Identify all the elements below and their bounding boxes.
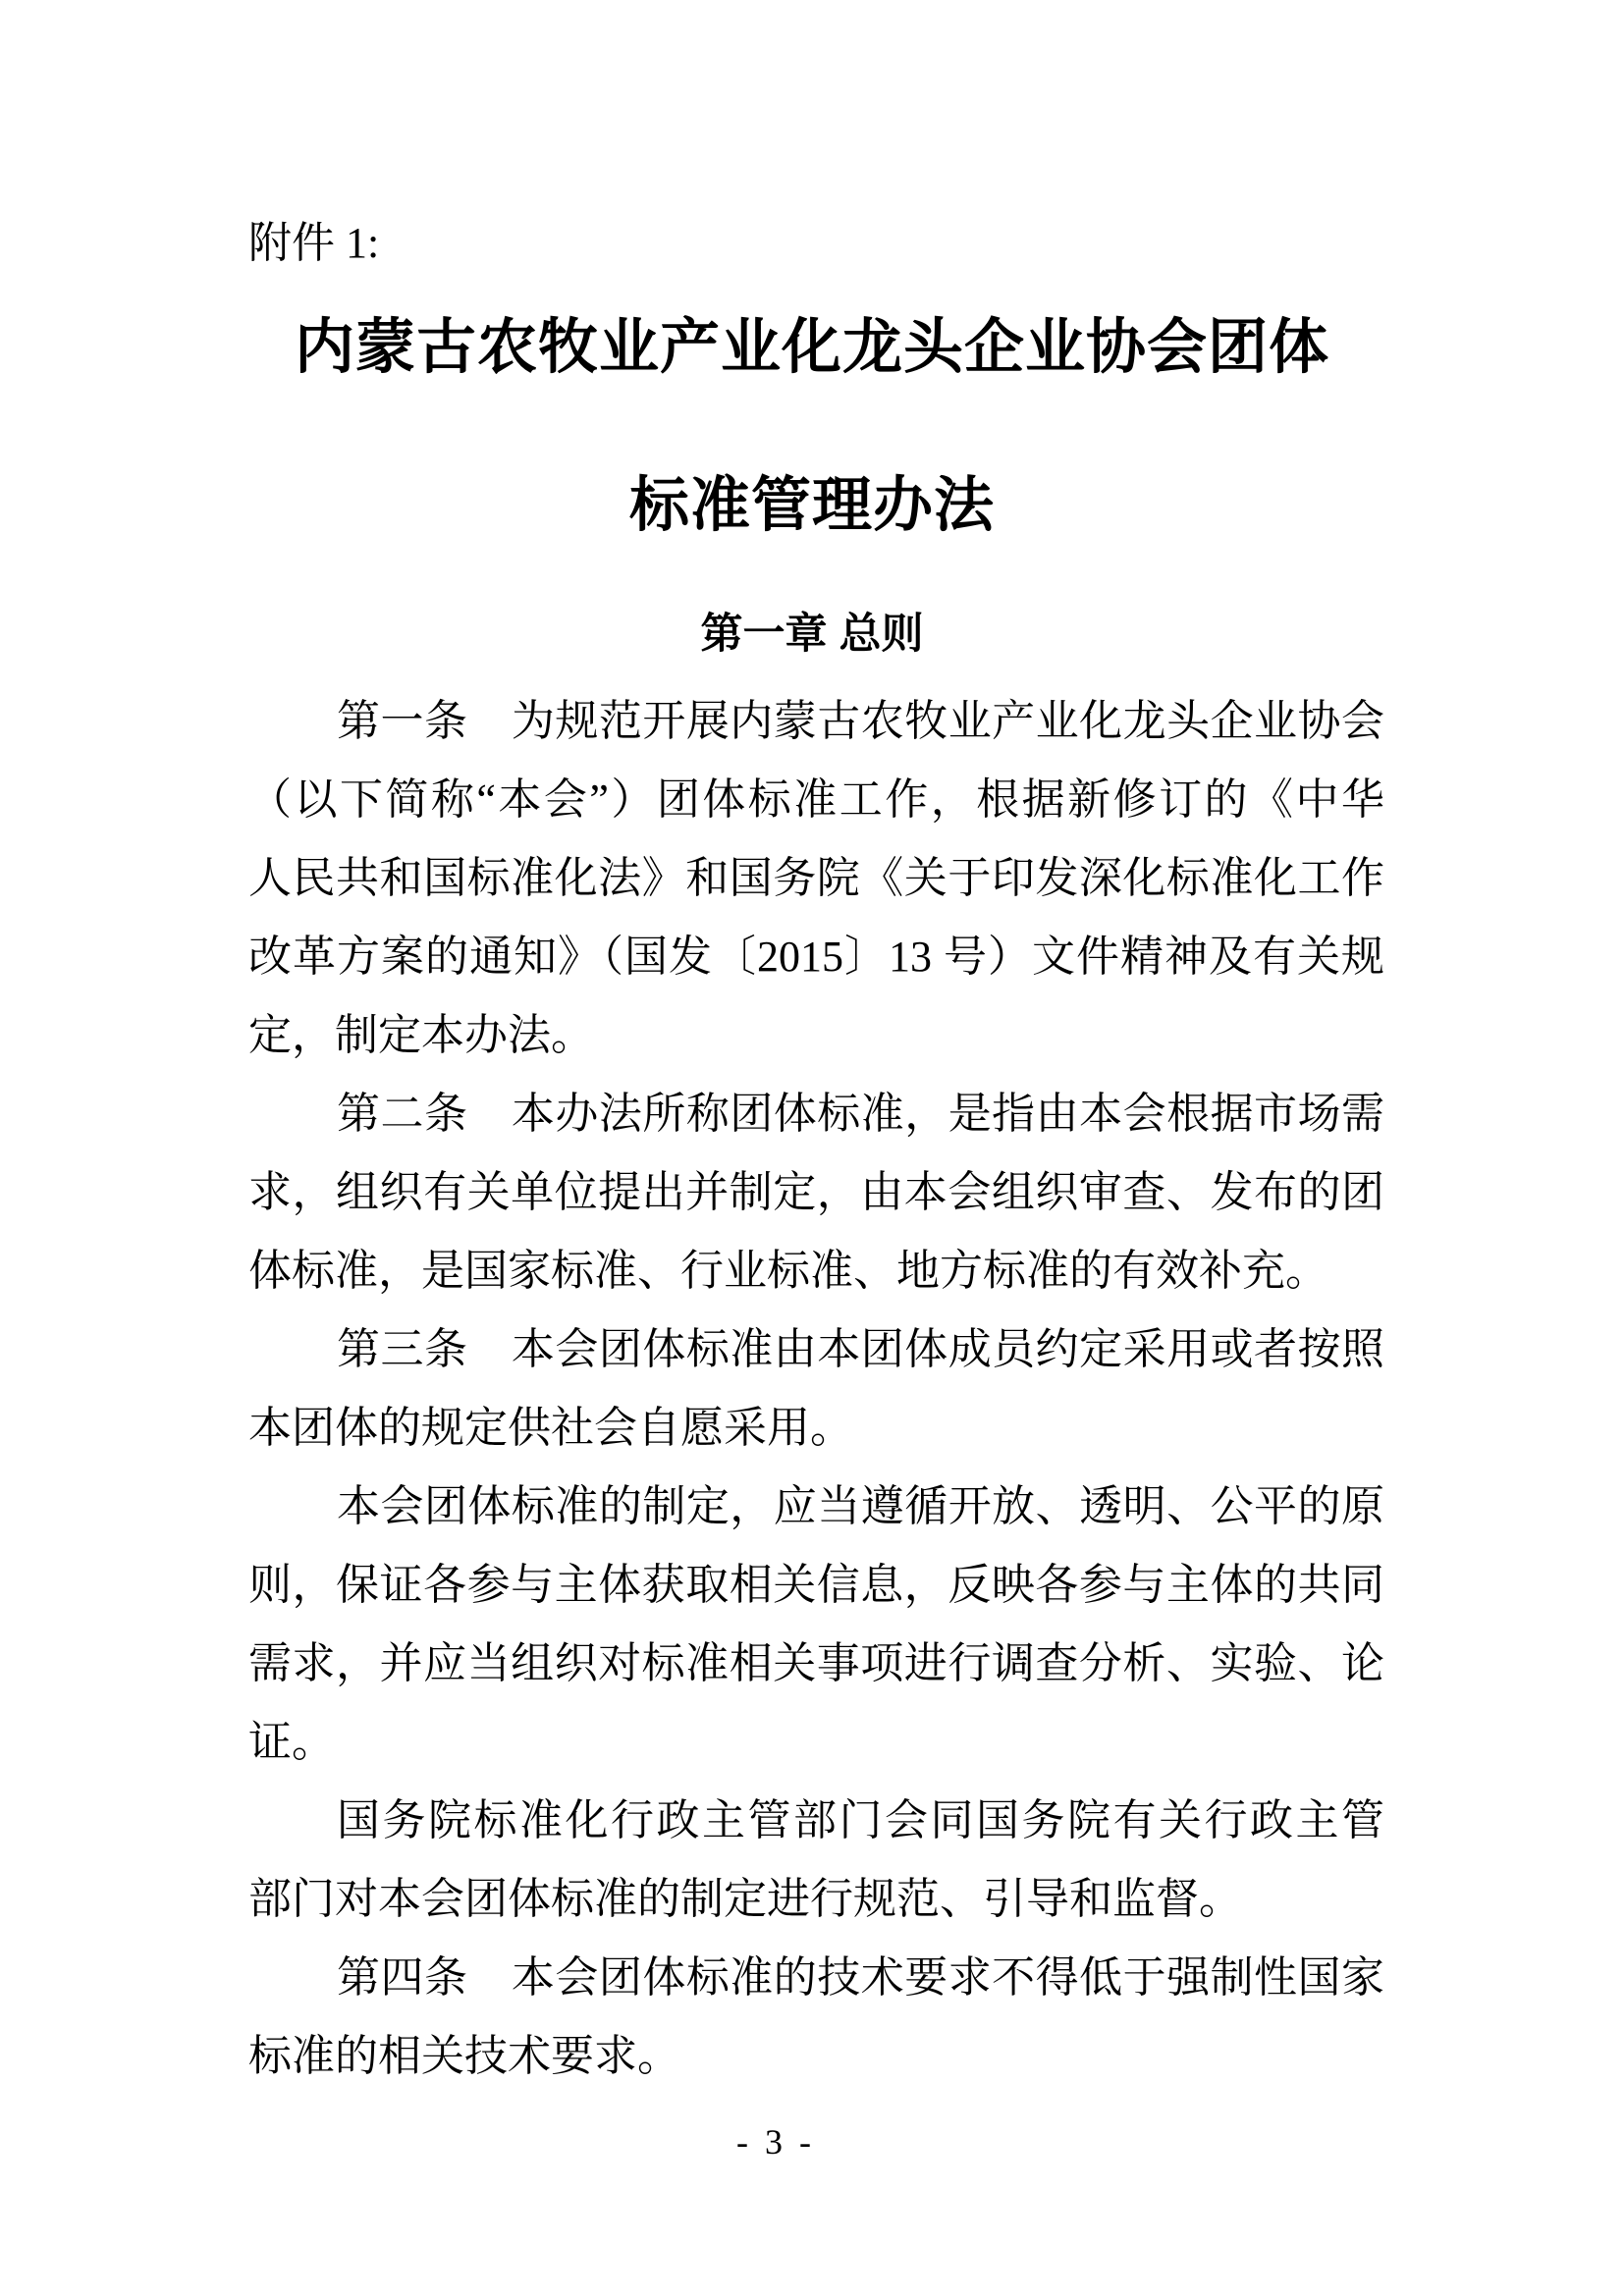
text-line: 需求，并应当组织对标准相关事项进行调查分析、实验、论 xyxy=(248,1639,1384,1687)
page-number: - 3 - xyxy=(736,2122,815,2162)
paragraph xyxy=(248,1939,1384,2096)
document-title-line2: 标准管理办法 xyxy=(628,473,995,539)
paragraph xyxy=(248,1310,1384,1468)
text-line: 改革方案的通知》（国发〔2015〕13 号）文件精神及有关规 xyxy=(248,933,1384,981)
chapter-heading: 第一章 总则 xyxy=(700,611,924,658)
text-line: 本会团体标准的制定，应当遵循开放、透明、公平的原 xyxy=(337,1482,1384,1530)
text-line: 求，组织有关单位提出并制定，由本会组织审查、发布的团 xyxy=(248,1168,1384,1216)
text-line: （以下简称“本会”）团体标准工作，根据新修订的《中华 xyxy=(248,775,1384,824)
text-line: 部门对本会团体标准的制定进行规范、引导和监督。 xyxy=(248,1875,1242,1923)
text-line: 标准的相关技术要求。 xyxy=(248,2032,680,2080)
attachment-label: 附件 1: xyxy=(248,219,380,267)
text-line: 国务院标准化行政主管部门会同国务院有关行政主管 xyxy=(337,1796,1384,1844)
text-line: 第三条 本会团体标准由本团体成员约定采用或者按照 xyxy=(337,1325,1384,1373)
text-line: 人民共和国标准化法》和国务院《关于印发深化标准化工作 xyxy=(248,854,1384,902)
text-line: 第一条 为规范开展内蒙古农牧业产业化龙头企业协会 xyxy=(337,697,1384,745)
text-line: 第二条 本办法所称团体标准，是指由本会根据市场需 xyxy=(337,1090,1384,1138)
text-line: 则，保证各参与主体获取相关信息，反映各参与主体的共同 xyxy=(248,1561,1384,1609)
body-paragraphs xyxy=(248,682,1384,2096)
text-line: 第四条 本会团体标准的技术要求不得低于强制性国家 xyxy=(337,1953,1384,2002)
text-line: 证。 xyxy=(248,1718,335,1766)
paragraph xyxy=(248,1468,1384,1782)
text-line: 体标准，是国家标准、行业标准、地方标准的有效补充。 xyxy=(248,1247,1328,1295)
paragraph xyxy=(248,1782,1384,1939)
text-line: 定，制定本办法。 xyxy=(248,1011,594,1059)
document-title-line1: 内蒙古农牧业产业化龙头企业协会团体 xyxy=(294,315,1329,381)
paragraph xyxy=(248,682,1384,1075)
paragraph xyxy=(248,1075,1384,1310)
text-line: 本团体的规定供社会自愿采用。 xyxy=(248,1404,853,1452)
